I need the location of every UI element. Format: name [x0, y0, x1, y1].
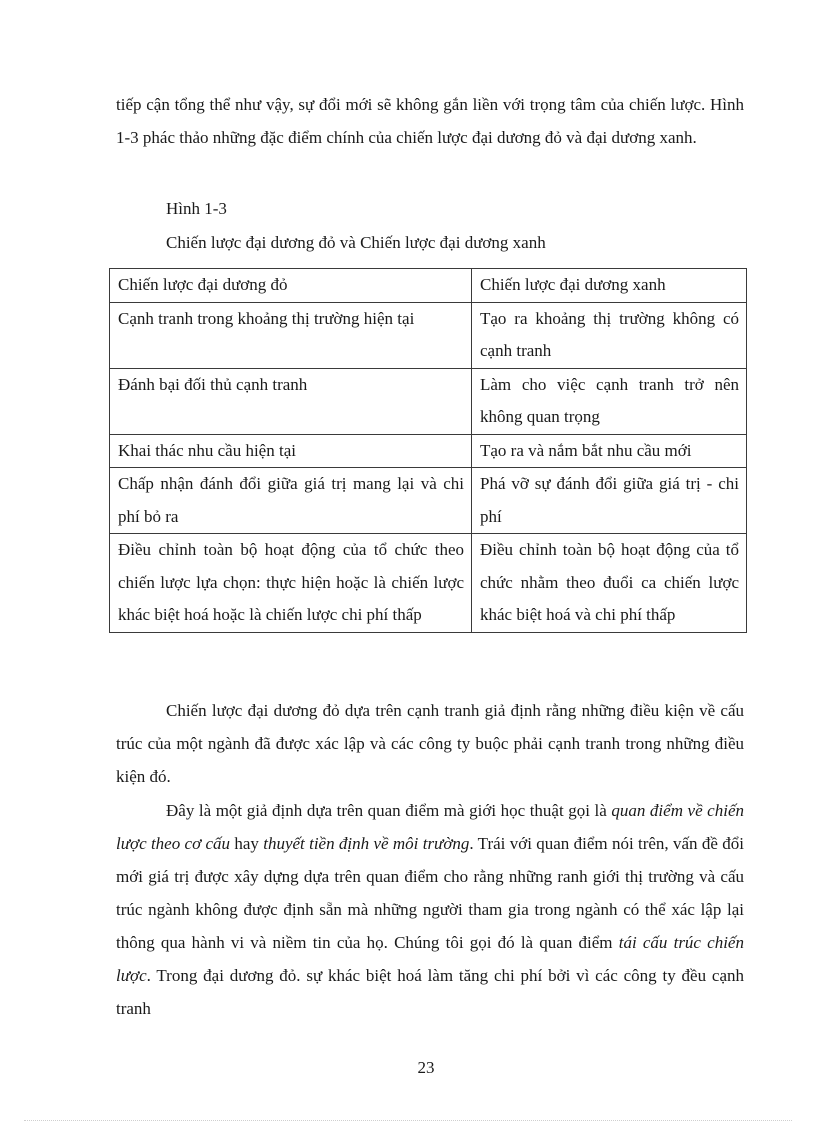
blue-ocean-cell: Tạo ra và nắm bắt nhu cầu mới — [472, 434, 747, 468]
italic-term: quan điểm về chiến lược theo cơ cấu — [116, 801, 744, 853]
italic-term: thuyết tiền định về môi trường — [263, 834, 470, 853]
table-row — [110, 468, 747, 534]
paragraph-text: . Trái với quan điểm nói trên, vấn đề đổi mới giá trị được xây dựng dựa trên quan điểm cho rằng những ranh giới thị trường và cấu trúc ngành không được định sẵn mà những người tham gia trong ngành có thể xác lập lại thông qua hành vi và niềm tin của họ. Chúng tôi gọi đó là quan điểm — [116, 834, 744, 952]
red-ocean-cell: Đánh bại đối thủ cạnh tranh — [110, 368, 472, 434]
red-ocean-cell: Điều chỉnh toàn bộ hoạt động của tổ chức theo chiến lược lựa chọn: thực hiện hoặc là chiến lược khác biệt hoá hoặc là chiến lược chi phí thấp — [110, 534, 472, 633]
paragraph-text: hay — [230, 834, 264, 853]
red-ocean-cell: Chấp nhận đánh đổi giữa giá trị mang lại và chi phí bỏ ra — [110, 468, 472, 534]
paragraph-text: Đây là một giả định dựa trên quan điểm mà giới học thuật gọi là — [166, 801, 612, 820]
header-red-ocean: Chiến lược đại dương đỏ — [110, 269, 472, 303]
table-row — [110, 434, 747, 468]
table-row — [110, 534, 747, 633]
blue-ocean-cell: Điều chỉnh toàn bộ hoạt động của tổ chức nhằm theo đuổi ca chiến lược khác biệt hoá và chi phí thấp — [472, 534, 747, 633]
red-ocean-cell: Cạnh tranh trong khoảng thị trường hiện tại — [110, 302, 472, 368]
table-row — [110, 368, 747, 434]
strategy-comparison-table — [109, 268, 747, 633]
intro-paragraph: tiếp cận tổng thể như vậy, sự đổi mới sẽ không gắn liền với trọng tâm của chiến lược. Hình 1-3 phác thảo những đặc điểm chính của chiến lược đại dương đỏ và đại dương xanh. — [116, 95, 744, 147]
figure-label: Hình 1-3 — [166, 199, 227, 218]
table-row — [110, 302, 747, 368]
red-ocean-cell: Khai thác nhu cầu hiện tại — [110, 434, 472, 468]
page-bottom-divider — [24, 1120, 792, 1121]
blue-ocean-cell: Phá vỡ sự đánh đổi giữa giá trị - chi phí — [472, 468, 747, 534]
header-blue-ocean: Chiến lược đại dương xanh — [472, 269, 747, 303]
blue-ocean-cell: Tạo ra khoảng thị trường không có cạnh tranh — [472, 302, 747, 368]
paragraph-text: . Trong đại dương đỏ. sự khác biệt hoá làm tăng chi phí bởi vì các công ty đều cạnh tranh — [116, 966, 744, 1018]
paragraph-red-ocean-assumption: Chiến lược đại dương đỏ dựa trên cạnh tranh giả định rằng những điều kiện về cấu trúc của một ngành đã được xác lập và các công ty buộc phải cạnh tranh trong những điều kiện đó. — [116, 701, 744, 786]
paragraph-structuralist-view — [116, 794, 744, 1025]
blue-ocean-cell: Làm cho việc cạnh tranh trở nên không quan trọng — [472, 368, 747, 434]
table-header-row — [110, 269, 747, 303]
italic-term: tái cấu trúc chiến lược — [116, 933, 744, 985]
figure-title: Chiến lược đại dương đỏ và Chiến lược đại dương xanh — [166, 233, 546, 252]
page-number: 23 — [417, 1058, 435, 1077]
